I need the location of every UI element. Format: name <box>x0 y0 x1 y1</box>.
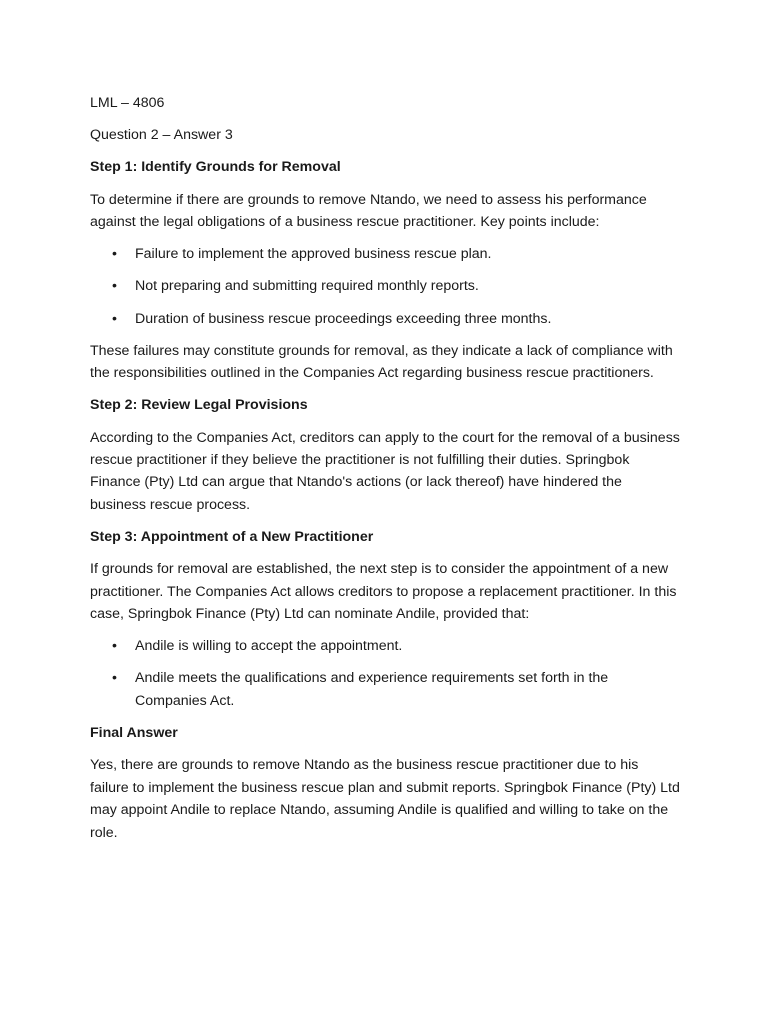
final-answer-body: Yes, there are grounds to remove Ntando as the business rescue practitioner due to his failure to implement the business rescue plan and submit reports. Springbok Finance (Pty) Ltd may appoint Andile to replace Ntando, assuming Andile is qualified and willing to take on the role. <box>90 757 680 841</box>
step1-bullet-list <box>90 243 680 330</box>
step2-heading: Step 2: Review Legal Provisions <box>90 397 308 414</box>
step1-intro: To determine if there are grounds to remove Ntando, we need to assess his performance against the legal obligations of a business rescue practitioner. Key points include: <box>90 191 647 231</box>
step3-intro: If grounds for removal are established, the next step is to consider the appointment of a new practitioner. The Companies Act allows creditors to propose a replacement practitioner. In this case, Springbok Finance (Pty) Ltd can nominate Andile, provided that: <box>90 561 677 623</box>
list-item <box>90 667 680 712</box>
step1-heading: Step 1: Identify Grounds for Removal <box>90 159 341 176</box>
list-item-text: Not preparing and submitting required monthly reports. <box>135 278 479 295</box>
document-page <box>90 92 680 854</box>
bullet-icon: • <box>112 246 117 263</box>
list-item-text: Andile meets the qualifications and experience requirements set forth in the Companies Act. <box>135 670 609 709</box>
bullet-icon: • <box>112 670 117 687</box>
final-answer-heading: Final Answer <box>90 725 178 742</box>
bullet-icon: • <box>112 310 117 327</box>
course-code: LML – 4806 <box>90 95 165 111</box>
step1-conclusion: These failures may constitute grounds for removal, as they indicate a lack of compliance with the responsibilities outlined in the Companies Act regarding business rescue practitioners. <box>90 342 673 382</box>
bullet-icon: • <box>112 278 117 295</box>
step3-heading: Step 3: Appointment of a New Practitioner <box>90 529 374 546</box>
bullet-icon: • <box>112 638 117 655</box>
step3-bullet-list <box>90 635 680 712</box>
list-item <box>90 635 680 657</box>
list-item <box>90 308 680 330</box>
question-reference: Question 2 – Answer 3 <box>90 127 233 144</box>
list-item-text: Andile is willing to accept the appointment. <box>135 638 403 655</box>
list-item <box>90 243 680 265</box>
list-item-text: Failure to implement the approved business rescue plan. <box>135 246 492 263</box>
list-item <box>90 275 680 297</box>
list-item-text: Duration of business rescue proceedings exceeding three months. <box>135 310 552 327</box>
step2-body: According to the Companies Act, creditors can apply to the court for the removal of a business rescue practitioner if they believe the practitioner is not fulfilling their duties. Springbok Finance (Pty) Ltd can argue that Ntando's actions (or lack thereof) have hindered the business rescue process. <box>90 429 680 513</box>
